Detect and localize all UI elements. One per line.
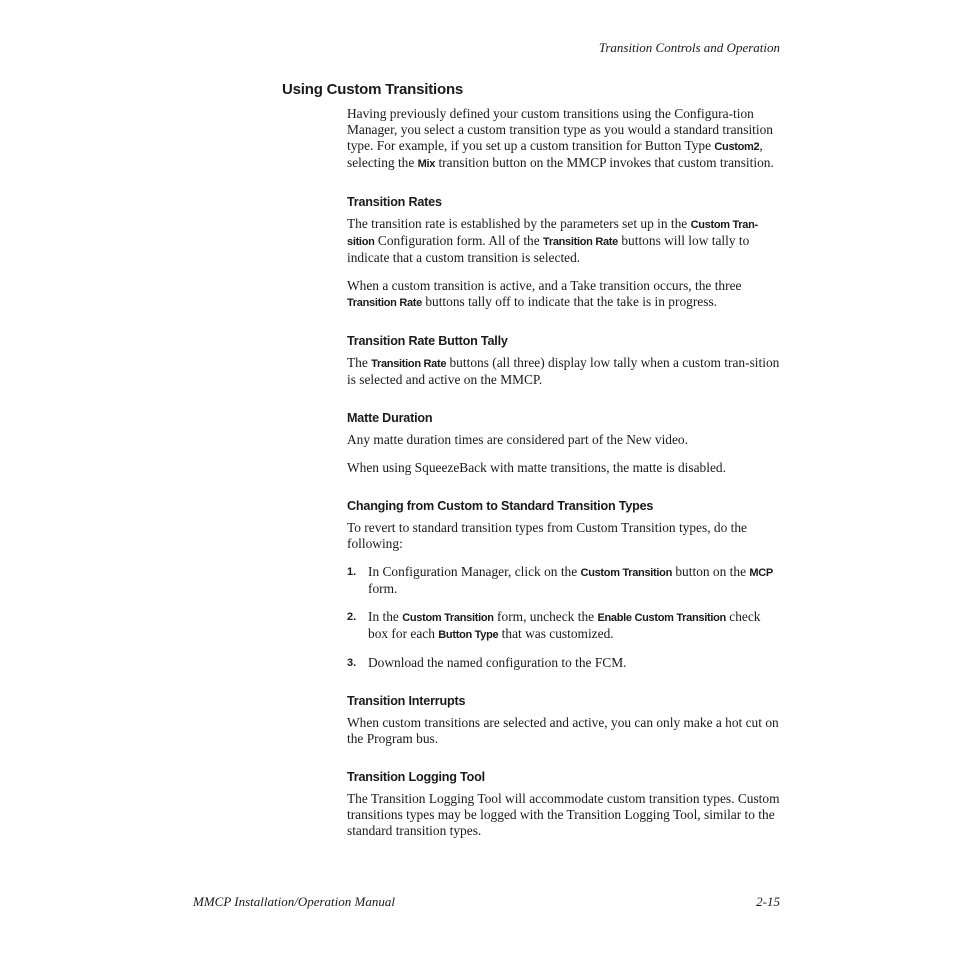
heading-transition-logging-tool: Transition Logging Tool xyxy=(347,770,485,784)
body-column xyxy=(347,106,783,851)
custom-transition-form-name: Custom Tran-sition xyxy=(347,219,758,248)
mcp-form-name: MCP xyxy=(749,567,773,579)
footer-page-number: 2-15 xyxy=(756,894,780,909)
step-number: 1. xyxy=(347,566,357,578)
transition-rate-button-name: Transition Rate xyxy=(371,358,447,370)
button-type-name: Button Type xyxy=(438,629,499,641)
matte-paragraph-1: Any matte duration times are considered part of the New video. xyxy=(347,432,688,447)
logging-paragraph: The Transition Logging Tool will accommodate custom transition types. Custom transitions types may be logged with the Transition Logging Tool, similar to the standard transition types. xyxy=(347,791,780,838)
enable-custom-transition-name: Enable Custom Transition xyxy=(597,612,726,624)
section-title: Using Custom Transitions xyxy=(282,81,464,98)
heading-button-tally: Transition Rate Button Tally xyxy=(347,334,508,348)
heading-changing-types: Changing from Custom to Standard Transition Types xyxy=(347,499,654,513)
custom-transition-form-name: Custom Transition xyxy=(402,612,494,624)
transition-rate-button-name: Transition Rate xyxy=(543,236,618,248)
steps-list xyxy=(347,564,783,671)
list-item: 3. Download the named configuration to the FCM. xyxy=(347,655,627,670)
transition-rate-button-name: Transition Rate xyxy=(347,297,422,309)
heading-matte-duration: Matte Duration xyxy=(347,411,433,425)
mix-button-name: Mix xyxy=(417,158,436,170)
step-number: 3. xyxy=(347,657,357,669)
button-type-custom2: Custom2 xyxy=(714,141,760,153)
changing-intro: To revert to standard transition types from Custom Transition types, do the following: xyxy=(347,520,747,551)
heading-transition-rates: Transition Rates xyxy=(347,195,442,209)
footer-manual-title: MMCP Installation/Operation Manual xyxy=(193,894,395,909)
list-item: 2. In the Custom Transition form, uncheck the Enable Custom Transition check box for each Button Type that was customized. xyxy=(347,609,761,641)
running-header: Transition Controls and Operation xyxy=(598,40,780,55)
step-number: 2. xyxy=(347,611,357,623)
matte-paragraph-2: When using SqueezeBack with matte transitions, the matte is disabled. xyxy=(347,460,726,475)
intro-paragraph: Having previously defined your custom transitions using the Configura-tion Manager, you select a custom transition type as you would a standard transition type. For example, if you set up a custom transition for Button Type Custom2, selecting the Mix transition button on the MMCP invokes that custom transition. xyxy=(347,106,774,170)
custom-transition-button-name: Custom Transition xyxy=(580,567,673,579)
rates-paragraph-1: The transition rate is established by the parameters set up in the Custom Tran-sition Configuration form. All of the Transition Rate buttons will low tally to indicate that a custom transition is selected. xyxy=(347,216,758,265)
heading-transition-interrupts: Transition Interrupts xyxy=(347,694,466,708)
rates-paragraph-2: When a custom transition is active, and a Take transition occurs, the three Transition Rate buttons tally off to indicate that the take is in progress. xyxy=(347,278,742,309)
list-item: 1. In Configuration Manager, click on the Custom Transition button on the MCP form. xyxy=(347,564,773,596)
interrupts-paragraph: When custom transitions are selected and active, you can only make a hot cut on the Program bus. xyxy=(347,715,779,746)
tally-paragraph: The Transition Rate buttons (all three) display low tally when a custom tran-sition is selected and active on the MMCP. xyxy=(347,355,780,387)
